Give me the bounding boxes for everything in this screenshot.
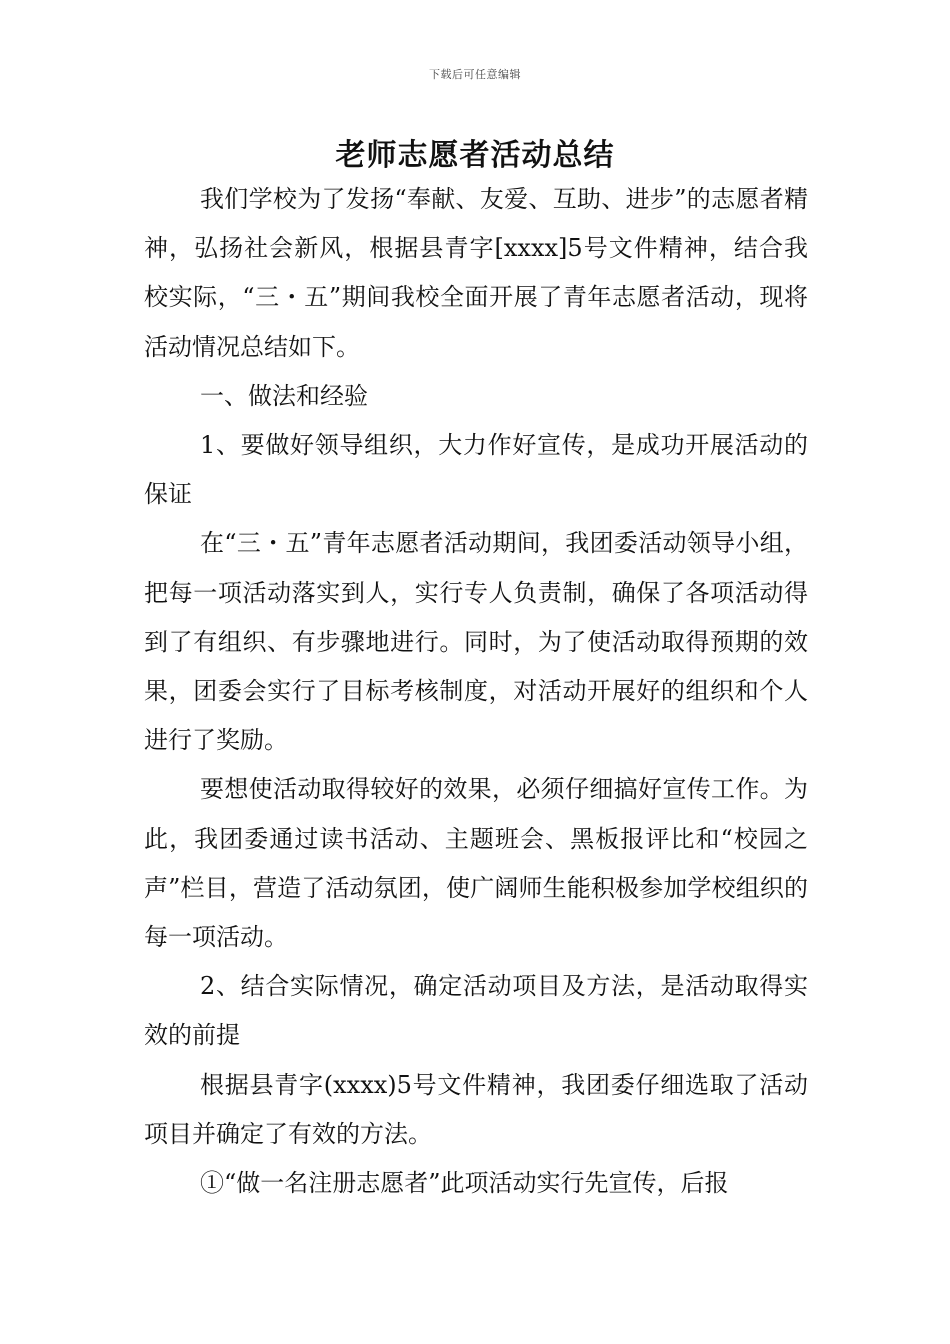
section-heading-practices: 一、做法和经验 xyxy=(200,381,368,410)
paragraph-leadership: 在“三・五”青年志愿者活动期间，我团委活动领导小组，把每一项活动落实到人，实行专人负责制，确保了各项活动得到了有组织、有步骤地进行。同时，为了使活动取得预期的效果，团委会实行了目标考核制度，对活动开展好的组织和个人进行了奖励。 xyxy=(144,529,808,755)
subheading-practical: 2、结合实际情况，确定活动项目及方法，是活动取得实效的前提 xyxy=(144,972,808,1050)
paragraph-item-1: ①“做一名注册志愿者”此项活动实行先宣传，后报 xyxy=(200,1169,729,1198)
header-note: 下载后可任意编辑 xyxy=(429,68,521,81)
paragraph-intro: 我们学校为了发扬“奉献、友爱、互助、进步”的志愿者精神，弘扬社会新风，根据县青字[xxxx]5号文件精神，结合我校实际，“三・五”期间我校全面开展了青年志愿者活动，现将活动情况总结如下。 xyxy=(144,185,808,361)
document-body xyxy=(144,175,808,1208)
paragraph-publicity: 要想使活动取得较好的效果，必须仔细搞好宣传工作。为此，我团委通过读书活动、主题班会、黑板报评比和“校园之声”栏目，营造了活动氛团，使广阔师生能积极参加学校组织的每一项活动。 xyxy=(144,775,808,952)
document-title: 老师志愿者活动总结 xyxy=(335,138,615,173)
paragraph-methods: 根据县青字(xxxx)5号文件精神，我团委仔细选取了活动项目并确定了有效的方法。 xyxy=(144,1070,808,1148)
subheading-leadership: 1、要做好领导组织，大力作好宣传，是成功开展活动的保证 xyxy=(144,431,808,509)
